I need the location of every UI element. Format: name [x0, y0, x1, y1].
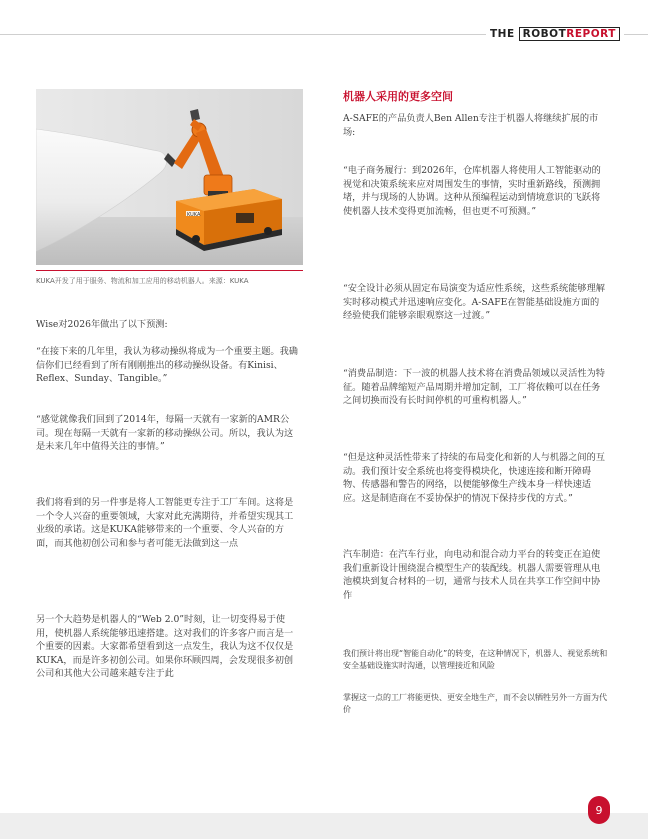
logo-report: REPORT: [566, 28, 616, 40]
logo-robot: ROBOT: [522, 28, 567, 40]
right-paragraph-2: “电子商务履行：到2026年，仓库机器人将使用人工智能驱动的视觉和决策系统来应对周围发生的事情，实时重新路线，预测拥堵，并与现场的人协调。这种从预编程运动到情境意识的飞跃将使机器人技术变得更加流畅，但也更不可预测。”: [343, 165, 601, 217]
right-paragraph-3: “安全设计必须从固定布局演变为适应性系统，这些系统能够理解实时移动模式并迅速响应变化。A-SAFE在智能基础设施方面的经验使我们能够亲眼观察这一过渡。”: [343, 283, 605, 322]
left-paragraph-2: “在接下来的几年里，我认为移动操纵将成为一个重要主题。我确信你们已经看到了所有刚刚推出的移动操纵设备。有Kinisi、Reflex、Sunday、Tangible。”: [36, 346, 298, 385]
caption-divider: [36, 270, 303, 271]
right-paragraph-1: A-SAFE的产品负责人Ben Allen专注于机器人将继续扩展的市场:: [343, 113, 599, 138]
right-paragraph-5: “但是这种灵活性带来了持续的布局变化和新的人与机器之间的互动。我们预计安全系统也将变得模块化，快速连接和断开障碍物、传感器和警告的网络，以便能够像生产线本身一样快速适应。这是制造商在不妥协保护的情况下保持步伐的方式。”: [343, 452, 605, 504]
left-paragraph-5: 另一个大趋势是机器人的“Web 2.0”时刻，让一切变得易于使用，使机器人系统能够迅速搭建。这对我们的许多客户而言是一个重要的因素。大家都希望看到这一点发生，我认为这不仅仅是KUKA，而是许多初创公司。如果你环顾四周，会发现很多初创公司和其他大公司越来越专注于此: [36, 614, 294, 680]
logo-box: [519, 27, 620, 41]
page-number-badge: 9: [588, 796, 610, 824]
right-paragraph-6: 汽车制造：在汽车行业，向电动和混合动力平台的转变正在迫使我们重新设计围绕混合模型生产的装配线。机器人需要管理从电池模块到复合材料的一切，通常与技术人员在共享工作空间中协作: [343, 549, 601, 601]
right-paragraph-8: 掌握这一点的工厂将能更快、更安全地生产，而不会以牺牲另外一方面为代价: [343, 693, 607, 714]
page-footer: [0, 813, 648, 839]
right-paragraph-7: 我们预计将出现“智能自动化”的转变，在这种情况下，机器人、视觉系统和安全基础设施实时沟通，以管理接近和风险: [343, 649, 608, 670]
kuka-label: KUKA: [187, 212, 201, 218]
left-paragraph-1: Wise对2026年做出了以下预测:: [36, 319, 168, 330]
photo-caption: KUKA开发了用于服务、物流和加工应用的移动机器人。来源：KUKA: [36, 277, 249, 285]
photo-illustration: [36, 89, 303, 265]
kuka-robot-photo: [36, 89, 303, 265]
left-paragraph-3: “感觉就像我们回到了2014年，每隔一天就有一家新的AMR公司。现在每隔一天就有一家新的移动操纵公司。所以，我认为这是未来几年中值得关注的事情。”: [36, 414, 294, 453]
section-heading: 机器人采用的更多空间: [343, 90, 453, 103]
right-paragraph-4: “消费品制造：下一波的机器人技术将在消费品领域以灵活性为特征。随着品牌缩短产品周期并增加定制，工厂将依赖可以在任务之间切换而没有长时间停机的可重构机器人。”: [343, 368, 605, 407]
logo-the: THE: [490, 28, 515, 40]
robot-report-logo: [486, 26, 624, 42]
left-paragraph-4: 我们将看到的另一件事是将人工智能更专注于工厂车间。这将是一个令人兴奋的重要领域，大家对此充满期待，并希望实现其工业级的承诺。这是KUKA能够带来的一个重要、令人兴奋的方面，而其他初创公司和参与者可能无法做到这一点: [36, 497, 294, 549]
